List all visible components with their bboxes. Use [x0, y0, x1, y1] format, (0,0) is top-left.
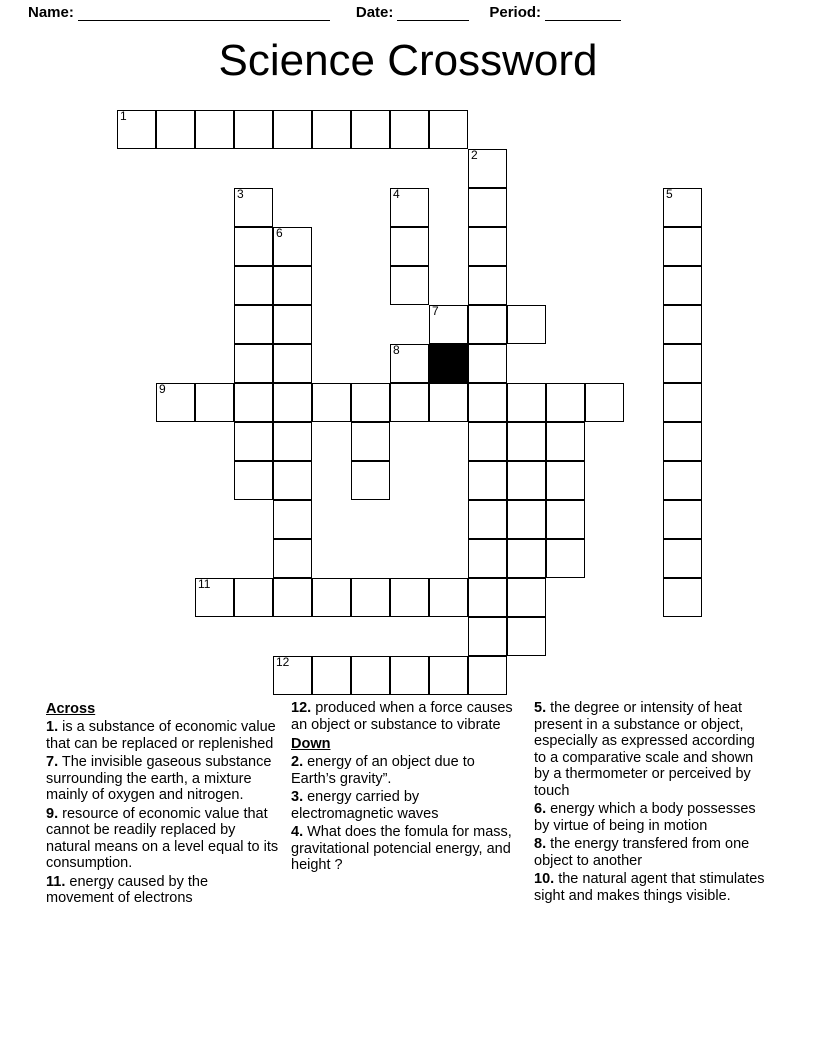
grid-cell[interactable]: [663, 266, 702, 305]
grid-cell[interactable]: [468, 539, 507, 578]
grid-cell[interactable]: [351, 461, 390, 500]
clue-number: 6.: [534, 801, 547, 817]
grid-cell[interactable]: [663, 227, 702, 266]
grid-cell[interactable]: [468, 188, 507, 227]
across-heading: Across: [46, 701, 96, 717]
grid-cell[interactable]: [351, 656, 390, 695]
grid-cell[interactable]: [195, 578, 234, 617]
clue-text: the degree or intensity of heat present in a substance or object, especially as expressed according to a comparative scale and shown by a thermometer or perceived by touch: [534, 700, 755, 799]
page-title: Science Crossword: [218, 36, 598, 85]
grid-cell-number: 8: [393, 343, 400, 357]
grid-cell[interactable]: [429, 305, 468, 344]
grid-cell[interactable]: [234, 578, 273, 617]
grid-cell[interactable]: [507, 617, 546, 656]
grid-cell[interactable]: [117, 110, 156, 149]
clue-item: [46, 754, 279, 804]
grid-cell-number: 2: [471, 148, 478, 162]
clue-text: is a substance of economic value that can be replaced or replenished: [46, 719, 276, 752]
grid-cell[interactable]: [234, 422, 273, 461]
grid-cell-number: 7: [432, 304, 439, 318]
grid-cell[interactable]: [546, 539, 585, 578]
grid-cell[interactable]: [390, 383, 429, 422]
grid-cell[interactable]: [273, 656, 312, 695]
clue-item: [291, 789, 522, 822]
grid-cell[interactable]: [507, 422, 546, 461]
grid-cell[interactable]: [507, 305, 546, 344]
clue-number: 2.: [291, 754, 304, 770]
grid-cell[interactable]: [507, 461, 546, 500]
grid-cell[interactable]: [234, 461, 273, 500]
grid-cell[interactable]: [273, 110, 312, 149]
grid-cell-number: 5: [666, 187, 673, 201]
grid-cell-number: 6: [276, 226, 283, 240]
grid-cell-number: 9: [159, 382, 166, 396]
period-label: Period:: [489, 4, 542, 21]
clue-item: [46, 874, 279, 907]
grid-cell[interactable]: [195, 110, 234, 149]
grid-cell[interactable]: [468, 305, 507, 344]
grid-cell[interactable]: [468, 422, 507, 461]
grid-cell[interactable]: [234, 266, 273, 305]
grid-cell[interactable]: [507, 539, 546, 578]
grid-cell[interactable]: [468, 227, 507, 266]
clue-item: [46, 719, 279, 752]
grid-cell-number: 1: [120, 109, 127, 123]
clue-text: What does the fomula for mass, gravitational potencial energy, and height ?: [291, 824, 512, 873]
grid-cell[interactable]: [429, 383, 468, 422]
grid-cell-number: 3: [237, 187, 244, 201]
grid-cell[interactable]: [351, 578, 390, 617]
grid-cell[interactable]: [507, 383, 546, 422]
clue-number: 5.: [534, 700, 547, 716]
grid-cell[interactable]: [273, 500, 312, 539]
grid-cell[interactable]: [546, 461, 585, 500]
grid-cell[interactable]: [312, 110, 351, 149]
clue-number: 1.: [46, 719, 59, 735]
grid-cell[interactable]: [312, 383, 351, 422]
clue-item: [291, 700, 522, 733]
grid-cell[interactable]: [234, 383, 273, 422]
clue-number: 9.: [46, 805, 59, 822]
grid-cell[interactable]: [273, 383, 312, 422]
grid-cell[interactable]: [234, 110, 273, 149]
grid-cell[interactable]: [273, 422, 312, 461]
grid-cell[interactable]: [468, 344, 507, 383]
clue-text: the energy transfered from one object to another: [534, 836, 750, 869]
clue-item: [534, 801, 770, 834]
clue-text: produced when a force causes an object or substance to vibrate: [291, 700, 513, 733]
grid-cell[interactable]: [312, 578, 351, 617]
clue-text: resource of economic value that cannot be readily replaced by natural means on a level equal to its consumption.: [46, 805, 279, 871]
grid-cell[interactable]: [663, 422, 702, 461]
clues-section: [46, 700, 782, 909]
clue-number: 12.: [291, 700, 312, 716]
grid-cell[interactable]: [429, 656, 468, 695]
clue-text: the natural agent that stimulates sight and makes things visible.: [534, 871, 765, 904]
grid-cell[interactable]: [234, 305, 273, 344]
clue-item: [534, 700, 770, 799]
grid-cell[interactable]: [390, 227, 429, 266]
clue-item: [534, 836, 770, 869]
clue-number: 7.: [46, 754, 59, 770]
grid-cell[interactable]: [663, 188, 702, 227]
grid-cell[interactable]: [546, 500, 585, 539]
clue-item: [534, 871, 770, 904]
down-heading: Down: [291, 736, 331, 752]
grid-cell[interactable]: [390, 578, 429, 617]
grid-cell[interactable]: [429, 110, 468, 149]
grid-cell[interactable]: [663, 539, 702, 578]
grid-cell[interactable]: [546, 422, 585, 461]
grid-cell[interactable]: [351, 422, 390, 461]
clue-text: The invisible gaseous substance surrounding the earth, a mixture mainly of oxygen and nitrogen.: [46, 754, 272, 803]
grid-cell[interactable]: [468, 578, 507, 617]
clue-column-1: [46, 700, 291, 909]
clue-text: energy carried by electromagnetic waves: [291, 789, 439, 822]
grid-cell-blocked: [429, 344, 468, 383]
grid-cell[interactable]: [585, 383, 624, 422]
grid-cell[interactable]: [156, 110, 195, 149]
grid-cell[interactable]: [312, 656, 351, 695]
clue-number: 4.: [291, 824, 304, 840]
grid-cell[interactable]: [468, 656, 507, 695]
grid-cell[interactable]: [429, 578, 468, 617]
grid-cell[interactable]: [468, 500, 507, 539]
grid-cell[interactable]: [234, 344, 273, 383]
grid-cell[interactable]: [273, 305, 312, 344]
grid-cell[interactable]: [663, 461, 702, 500]
grid-cell[interactable]: [156, 383, 195, 422]
grid-cell[interactable]: [273, 344, 312, 383]
name-label: Name:: [28, 4, 74, 21]
clue-number: 10.: [534, 871, 555, 887]
grid-cell[interactable]: [663, 500, 702, 539]
grid-cell[interactable]: [546, 383, 585, 422]
grid-cell[interactable]: [663, 383, 702, 422]
grid-cell[interactable]: [351, 383, 390, 422]
grid-cell[interactable]: [351, 110, 390, 149]
grid-cell[interactable]: [507, 500, 546, 539]
grid-cell-number: 11: [198, 577, 211, 591]
clue-item: [46, 806, 279, 872]
grid-cell[interactable]: [663, 578, 702, 617]
grid-cell[interactable]: [273, 539, 312, 578]
grid-cell[interactable]: [390, 188, 429, 227]
clue-number: 8.: [534, 836, 547, 852]
grid-cell[interactable]: [195, 383, 234, 422]
clue-text: energy caused by the movement of electrons: [46, 873, 209, 906]
clue-item: [291, 824, 522, 874]
grid-cell[interactable]: [273, 578, 312, 617]
grid-cell[interactable]: [663, 305, 702, 344]
clue-number: 3.: [291, 789, 304, 805]
grid-cell[interactable]: [390, 656, 429, 695]
grid-cell[interactable]: [273, 266, 312, 305]
grid-cell[interactable]: [234, 188, 273, 227]
grid-cell[interactable]: [234, 227, 273, 266]
grid-cell[interactable]: [663, 344, 702, 383]
clue-column-3: [534, 700, 782, 909]
grid-cell[interactable]: [468, 383, 507, 422]
clue-column-2: [291, 700, 534, 909]
clue-item: [291, 754, 522, 787]
grid-cell-number: 12: [276, 655, 290, 669]
grid-cell[interactable]: [468, 461, 507, 500]
grid-cell[interactable]: [273, 227, 312, 266]
grid-cell[interactable]: [390, 344, 429, 383]
grid-cell-number: 4: [393, 187, 400, 201]
grid-cell[interactable]: [468, 266, 507, 305]
clue-number: 11.: [46, 873, 66, 890]
clue-text: energy which a body possesses by virtue of being in motion: [534, 801, 756, 834]
date-label: Date:: [355, 4, 394, 21]
clue-text: energy of an object due to Earth’s gravity”.: [291, 754, 475, 787]
grid-cell[interactable]: [390, 110, 429, 149]
grid-cell[interactable]: [468, 617, 507, 656]
grid-cell[interactable]: [468, 149, 507, 188]
grid-cell[interactable]: [273, 461, 312, 500]
grid-cell[interactable]: [507, 578, 546, 617]
grid-cell[interactable]: [390, 266, 429, 305]
